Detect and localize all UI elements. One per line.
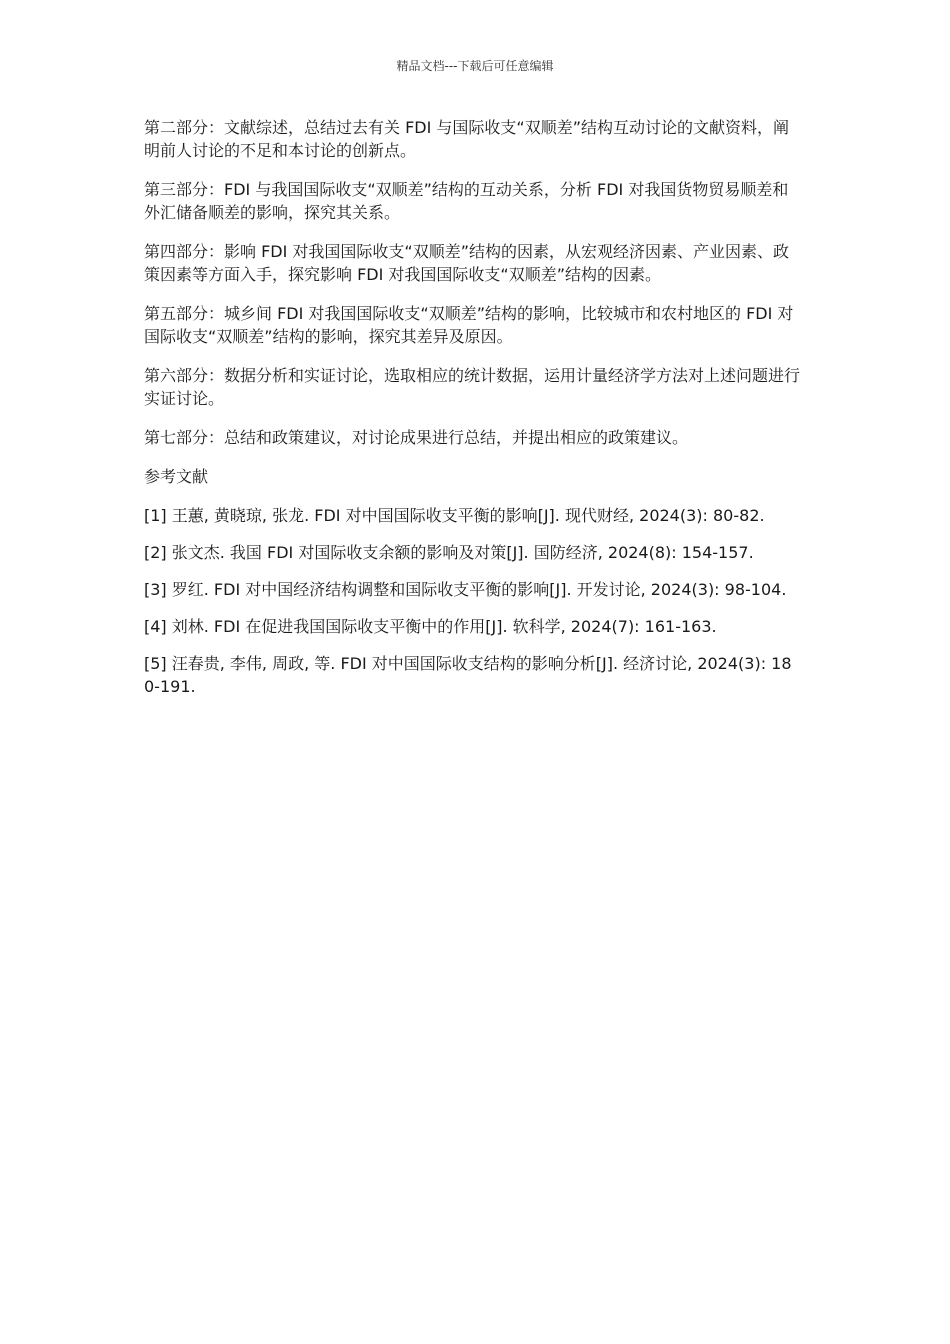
reference-item-3: [3] 罗红. FDI 对中国经济结构调整和国际收支平衡的影响[J]. 开发讨论, 2024(3): 98-104. <box>144 580 787 599</box>
reference-item-5: [5] 汪春贵, 李伟, 周政, 等. FDI 对中国国际收支结构的影响分析[J]. 经济讨论, 2024(3): 180-191. <box>144 654 792 696</box>
page-header: 精品文档---下载后可任意编辑 <box>396 59 554 73</box>
reference-item-1: [1] 王蕙, 黄晓琼, 张龙. FDI 对中国国际收支平衡的影响[J]. 现代财经, 2024(3): 80-82. <box>144 506 765 525</box>
references-heading: 参考文献 <box>144 467 209 486</box>
reference-item-4: [4] 刘林. FDI 在促进我国国际收支平衡中的作用[J]. 软科学, 2024(7): 161-163. <box>144 617 717 636</box>
section-paragraph-7: 第七部分：总结和政策建议，对讨论成果进行总结，并提出相应的政策建议。 <box>144 428 689 447</box>
reference-list <box>144 504 800 698</box>
section-paragraph-2: 第二部分：文献综述，总结过去有关 FDI 与国际收支“双顺差”结构互动讨论的文献资料，阐明前人讨论的不足和本讨论的创新点。 <box>144 118 789 160</box>
reference-item-2: [2] 张文杰. 我国 FDI 对国际收支余额的影响及对策[J]. 国防经济, 2024(8): 154-157. <box>144 543 754 562</box>
document-body <box>144 116 800 712</box>
section-paragraph-5: 第五部分：城乡间 FDI 对我国国际收支“双顺差”结构的影响，比较城市和农村地区的 FDI 对国际收支“双顺差”结构的影响，探究其差异及原因。 <box>144 304 794 346</box>
section-paragraph-6: 第六部分：数据分析和实证讨论，选取相应的统计数据，运用计量经济学方法对上述问题进行实证讨论。 <box>144 366 801 408</box>
section-paragraph-4: 第四部分：影响 FDI 对我国国际收支“双顺差”结构的因素，从宏观经济因素、产业因素、政策因素等方面入手，探究影响 FDI 对我国国际收支“双顺差”结构的因素。 <box>144 242 789 284</box>
section-paragraph-3: 第三部分：FDI 与我国国际收支“双顺差”结构的互动关系，分析 FDI 对我国货物贸易顺差和外汇储备顺差的影响，探究其关系。 <box>144 180 789 222</box>
